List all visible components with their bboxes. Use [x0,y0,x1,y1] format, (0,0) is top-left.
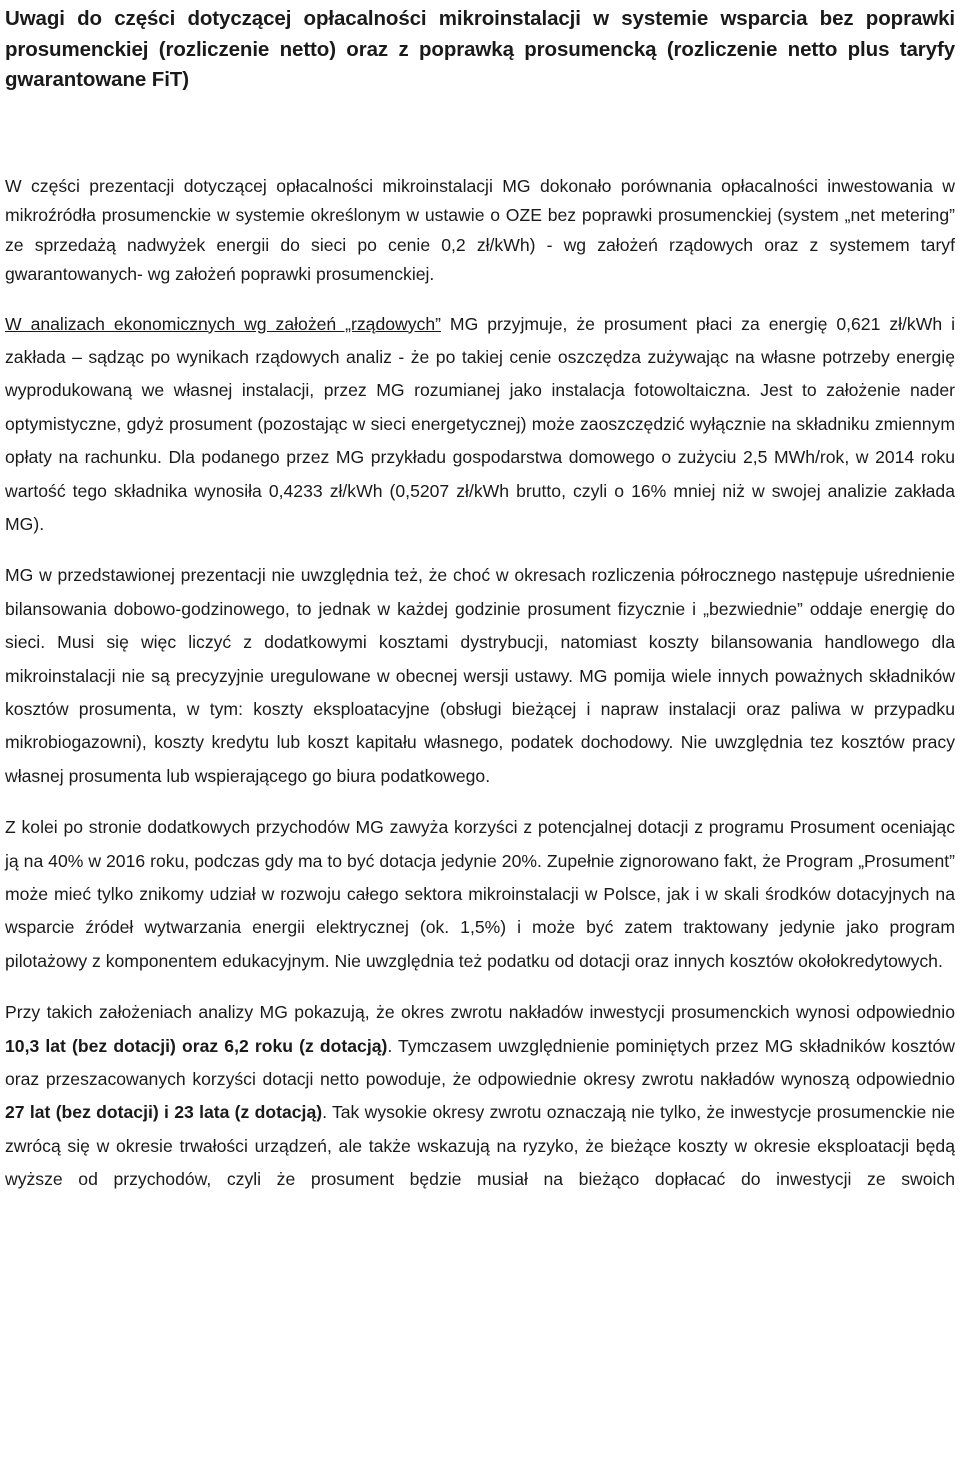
intro-paragraph: W części prezentacji dotyczącej opłacalności mikroinstalacji MG dokonało porównania opłacalności inwestowania w mikroźródła prosumenckie w systemie określonym w ustawie o OZE bez poprawki prosumenckiej (system „net metering” ze sprzedażą nadwyżek energii do sieci po cenie 0,2 zł/kWh) - wg założeń rządowych oraz z systemem taryf gwarantowanych- wg założeń poprawki prosumenckiej. [5,175,955,284]
paragraph-omitted-costs: MG w przedstawionej prezentacji nie uwzględnia też, że choć w okresach rozliczenia półrocznego następuje uśrednienie bilansowania dobowo-godzinowego, to jednak w każdej godzinie prosument fizycznie i „bezwiednie” oddaje energię do sieci. Musi się więc liczyć z dodatkowymi kosztami dystrybucji, natomiast koszty bilansowania handlowego dla mikroinstalacji nie są precyzyjnie uregulowane w obecnej wersji ustawy. MG pomija wiele innych poważnych składników kosztów prosumenta, w tym: koszty eksploatacyjne (obsługi bieżącej i napraw instalacji oraz paliwa w przypadku mikrobiogazowni), koszty kredytu lub koszt kapitału własnego, podatek dochodowy. Nie uwzględnia tez kosztów pracy własnej prosumenta lub wspierającego go biura podatkowego. [5,565,955,786]
paragraph-text: . Tymczasem uwzględnienie pominiętych przez MG składników kosztów oraz przeszacowanych korzyści dotacji netto powoduje, że odpowiednie okresy zwrotu nakładów wynoszą odpowiednio [5,1035,955,1090]
document-page [5,0,955,1197]
paragraph-payback-period [5,996,955,1196]
bold-payback-corrected: 27 lat (bez dotacji) i 23 lata (z dotacją) [5,1102,323,1123]
paragraph-government-assumptions [5,308,955,542]
bold-payback-mg: 10,3 lat (bez dotacji) oraz 6,2 roku (z dotacją) [5,1035,388,1056]
paragraph-text: Przy takich założeniach analizy MG pokazują, że okres zwrotu nakładów inwestycji prosumenckich wynosi odpowiednio [5,1002,955,1023]
paragraph-subsidy: Z kolei po stronie dodatkowych przychodów MG zawyża korzyści z potencjalnej dotacji z programu Prosument oceniając ją na 40% w 2016 roku, podczas gdy ma to być dotacja jedynie 20%. Zupełnie zignorowano fakt, że Program „Prosument” może mieć tylko znikomy udział w rozwoju całego sektora mikroinstalacji w Polsce, jak i w skali środków dotacyjnych na wsparcie źródeł wytwarzania energii elektrycznej (ok. 1,5%) i może być zatem traktowany jedynie jako program pilotażowy z komponentem edukacyjnym. Nie uwzględnia też podatku od dotacji oraz innych kosztów okołokredytowych. [5,817,955,971]
paragraph-text: . Tak wysokie okresy zwrotu oznaczają nie tylko, że inwestycje prosumenckie nie zwrócą się w okresie trwałości urządzeń, ale także wskazują na ryzyko, że bieżące koszty w okresie eksploatacji będą wyższe od przychodów, czyli że prosument będzie musiał na bieżąco dopłacać do inwestycji ze swoich [5,1102,955,1190]
paragraph-text: MG przyjmuje, że prosument płaci za energię 0,621 zł/kWh i zakłada – sądząc po wynikach rządowych analiz - że po takiej cenie oszczędza zużywając na własne potrzeby energię wyprodukowaną we własnej instalacji, przez MG rozumianej jako instalacja fotowoltaiczna. Jest to założenie nader optymistyczne, gdyż prosument (pozostając w sieci energetycznej) może zaoszczędzić wyłącznie na składniku zmiennym opłaty na rachunku. Dla podanego przez MG przykładu gospodarstwa domowego o zużyciu 2,5 MWh/rok, w 2014 roku wartość tego składnika wynosiła 0,4233 zł/kWh (0,5207 zł/kWh brutto, czyli o 16% mniej niż w swojej analizie zakłada MG). [5,313,955,534]
document-title: Uwagi do części dotyczącej opłacalności mikroinstalacji w systemie wsparcia bez poprawki prosumenckiej (rozliczenie netto) oraz z poprawką prosumencką (rozliczenie netto plus taryfy gwarantowane FiT) [5,7,955,91]
underlined-phrase: W analizach ekonomicznych wg założeń „rządowych” [5,313,441,334]
